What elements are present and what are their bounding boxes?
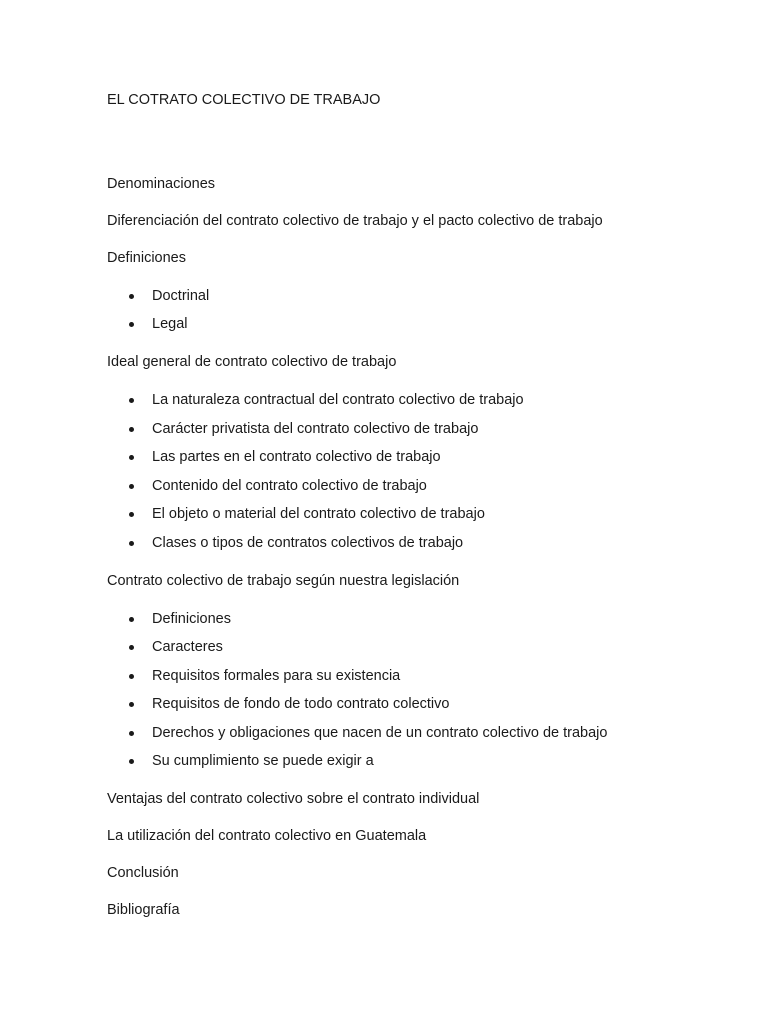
list-item: Las partes en el contrato colectivo de trabajo xyxy=(107,447,727,467)
bullet-icon xyxy=(129,398,134,403)
list-item: El objeto o material del contrato colectivo de trabajo xyxy=(107,504,727,524)
bullet-icon xyxy=(129,731,134,736)
ideal-general-list xyxy=(107,390,727,553)
list-item: Derechos y obligaciones que nacen de un contrato colectivo de trabajo xyxy=(107,723,727,743)
bullet-icon xyxy=(129,645,134,650)
section-heading-bibliografia: Bibliografía xyxy=(107,902,180,918)
section-heading-definiciones: Definiciones xyxy=(107,250,186,266)
bullet-icon xyxy=(129,617,134,622)
legislacion-list xyxy=(107,609,727,772)
bullet-icon xyxy=(129,702,134,707)
section-heading-legislacion: Contrato colectivo de trabajo según nuestra legislación xyxy=(107,572,460,589)
list-item: Carácter privatista del contrato colectivo de trabajo xyxy=(107,419,727,439)
list-item: Definiciones xyxy=(107,609,727,629)
section-heading-denominaciones: Denominaciones xyxy=(107,176,216,192)
bullet-icon xyxy=(129,322,134,327)
list-item: Requisitos de fondo de todo contrato colectivo xyxy=(107,694,727,714)
bullet-icon xyxy=(129,541,134,546)
list-item: Caracteres xyxy=(107,637,727,657)
bullet-icon xyxy=(129,674,134,679)
bullet-icon xyxy=(129,512,134,517)
bullet-icon xyxy=(129,455,134,460)
document-title: EL COTRATO COLECTIVO DE TRABAJO xyxy=(107,92,381,108)
list-item: Legal xyxy=(107,314,727,334)
bullet-icon xyxy=(129,759,134,764)
section-heading-ventajas: Ventajas del contrato colectivo sobre el contrato individual xyxy=(107,791,480,807)
list-item: Clases o tipos de contratos colectivos de trabajo xyxy=(107,533,727,553)
bullet-icon xyxy=(129,484,134,489)
bullet-icon xyxy=(129,427,134,432)
list-item: Requisitos formales para su existencia xyxy=(107,666,727,686)
bullet-icon xyxy=(129,294,134,299)
list-item: La naturaleza contractual del contrato colectivo de trabajo xyxy=(107,390,727,410)
document-page xyxy=(107,90,727,920)
section-heading-diferenciacion: Diferenciación del contrato colectivo de trabajo y el pacto colectivo de trabajo xyxy=(107,213,603,229)
definiciones-list xyxy=(107,286,727,334)
section-heading-conclusion: Conclusión xyxy=(107,865,179,881)
list-item: Su cumplimiento se puede exigir a xyxy=(107,751,727,771)
list-item: Doctrinal xyxy=(107,286,727,306)
section-heading-ideal-general: Ideal general de contrato colectivo de trabajo xyxy=(107,354,397,370)
list-item: Contenido del contrato colectivo de trabajo xyxy=(107,476,727,496)
section-heading-guatemala: La utilización del contrato colectivo en Guatemala xyxy=(107,828,427,844)
